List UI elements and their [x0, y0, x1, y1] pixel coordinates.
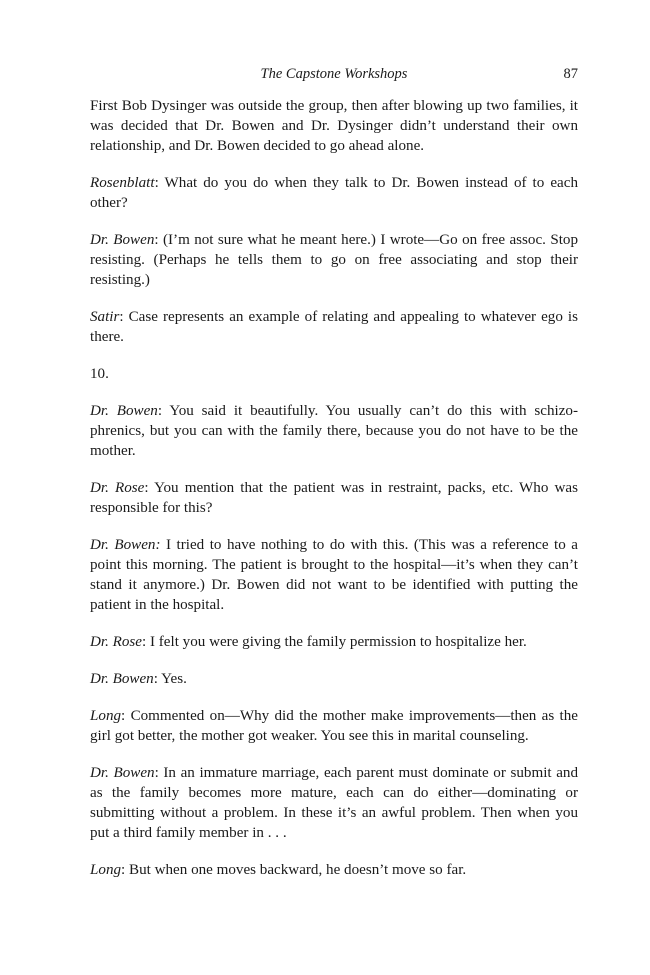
speaker-name: Satir: [90, 309, 120, 325]
paragraph: [90, 478, 578, 518]
speaker-name: Long: [90, 708, 122, 724]
speaker-name: Rosenblatt: [90, 175, 155, 191]
speaker-separator: :: [119, 309, 129, 325]
speaker-separator: :: [154, 232, 163, 248]
paragraph: [90, 401, 578, 461]
paragraph: [90, 632, 578, 652]
speaker-name: Long: [90, 862, 122, 878]
paragraph-text: In an immature marriage, each parent must dominate or submit and as the family becomes more mature, each can do either—dominating or submitting without a problem. In these it’s an awful problem. Then when you put a third family member in . . .: [90, 765, 579, 841]
running-head: [90, 62, 578, 88]
paragraph: [90, 173, 578, 213]
speaker-separator: :: [157, 403, 170, 419]
paragraph-text: But when one moves backward, he doesn’t move so far.: [129, 862, 467, 878]
paragraph: [90, 706, 578, 746]
paragraph: [90, 230, 578, 290]
speaker-name: Dr. Bowen: [90, 232, 155, 248]
book-page: [90, 62, 578, 897]
speaker-name: Dr. Bowen: [90, 403, 158, 419]
paragraph-text: 10.: [90, 366, 109, 382]
paragraph: [90, 860, 578, 880]
paragraph-text: What do you do when they talk to Dr. Bowen instead of to each other?: [90, 175, 578, 211]
paragraph-text: You mention that the patient was in restraint, packs, etc. Who was responsible for this?: [90, 480, 578, 516]
speaker-separator: :: [121, 862, 130, 878]
paragraph: [90, 669, 578, 689]
paragraph-text: You said it beautifully. You usually can’t do this with schizo-phrenics, but you can with the family there, because you do not have to be the mother.: [90, 403, 578, 459]
section-number: [90, 364, 578, 384]
paragraph-text: Yes.: [161, 671, 187, 687]
speaker-separator: :: [144, 480, 155, 496]
paragraph-text: Commented on—Why did the mother make improvements—then as the girl got better, the mother got weaker. You see this in marital counseling.: [90, 708, 578, 744]
speaker-name: Dr. Rose: [90, 634, 142, 650]
paragraph: [90, 307, 578, 347]
speaker-separator: :: [121, 708, 131, 724]
page-number: 87: [563, 66, 578, 82]
paragraph-text: I felt you were giving the family permission to hospitalize her.: [149, 634, 527, 650]
paragraph: [90, 763, 578, 843]
paragraph: [90, 96, 578, 156]
speaker-name: Dr. Bowen: [90, 765, 155, 781]
speaker-name: Dr. Rose: [90, 480, 145, 496]
paragraph-text: Case represents an example of relating and appealing to whatever ego is there.: [90, 309, 578, 345]
speaker-separator: :: [142, 634, 150, 650]
paragraph-text: I tried to have nothing to do with this. (This was a reference to a point this morning. The patient is brought to the hospital—it’s when they can’t stand it anymore.) Dr. Bowen did not want to be identified with putting the patient in the hospital.: [90, 537, 578, 613]
paragraph: [90, 535, 578, 615]
paragraph-text: First Bob Dysinger was outside the group, then after blowing up two families, it was decided that Dr. Bowen and Dr. Dysinger didn’t understand their own relationship, and Dr. Bowen decided to go ahead alone.: [90, 98, 578, 154]
speaker-separator: :: [154, 765, 164, 781]
speaker-name: Dr. Bowen: [90, 671, 154, 687]
body-text: [90, 96, 578, 880]
speaker-separator: :: [153, 671, 162, 687]
speaker-separator: :: [154, 175, 165, 191]
speaker-name: Dr. Bowen:: [90, 537, 161, 553]
paragraph-text: (I’m not sure what he meant here.) I wrote—Go on free assoc. Stop resisting. (Perhaps he tells them to go on free associating and stop their resisting.): [90, 232, 579, 288]
running-title: The Capstone Workshops: [260, 66, 408, 82]
